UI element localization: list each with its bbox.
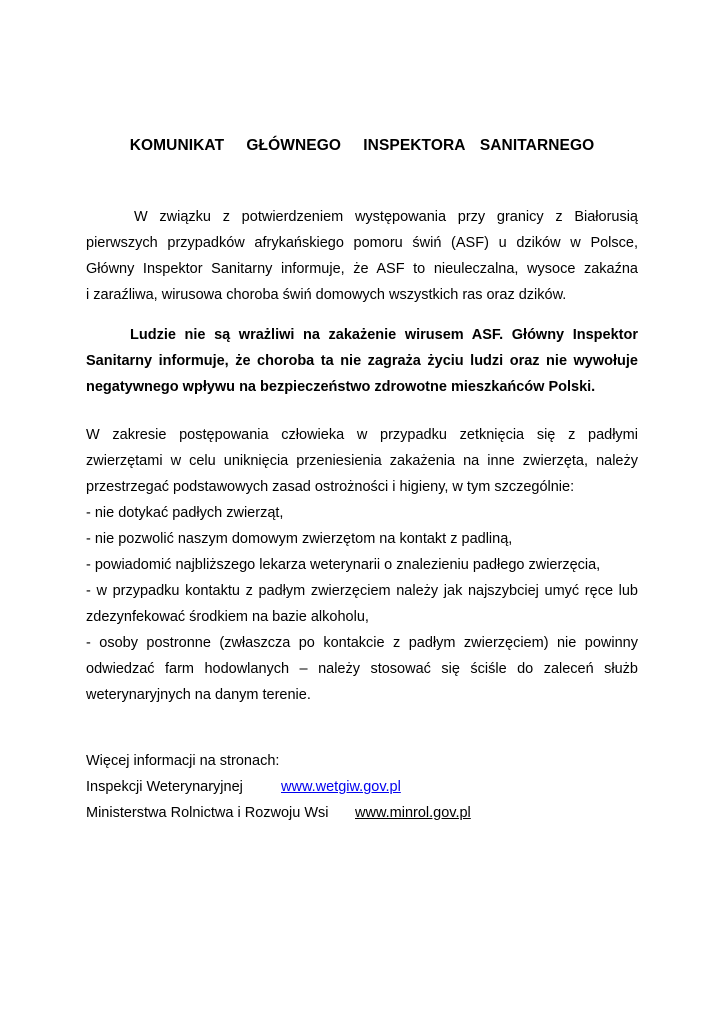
list-item: - osoby postronne (zwłaszcza po kontakcie z padłym zwierzęciem) nie powinny [86, 635, 638, 651]
paragraph-recommendations [86, 422, 638, 708]
list-item: - nie dotykać padłych zwierząt, [86, 505, 284, 521]
wetgiw-link[interactable]: www.wetgiw.gov.pl [281, 779, 401, 795]
paragraph-safety-notice [86, 322, 638, 400]
minrol-link[interactable]: www.minrol.gov.pl [355, 805, 471, 821]
list-item-continuation: weterynaryjnych na danym terenie. [86, 687, 311, 703]
more-info-section [86, 748, 638, 826]
paragraph-line: i zaraźliwa, wirusowa choroba świń domowych wszystkich ras oraz dzików. [86, 287, 567, 303]
paragraph-intro [86, 204, 638, 308]
paragraph-line: negatywnego wpływu na bezpieczeństwo zdrowotne mieszkańców Polski. [86, 379, 596, 395]
list-item: - w przypadku kontaktu z padłym zwierzęciem należy jak najszybciej umyć ręce lub [86, 583, 638, 599]
paragraph-line: Ludzie nie są wrażliwi na zakażenie wirusem ASF. Główny Inspektor [130, 327, 638, 343]
more-info-label: Inspekcji Weterynaryjnej [86, 779, 243, 795]
paragraph-line: W zakresie postępowania człowieka w przypadku zetknięcia się z padłymi [86, 427, 638, 443]
document-title: KOMUNIKAT GŁÓWNEGO INSPEKTORA SANITARNEGO [129, 137, 595, 154]
paragraph-line: Sanitarny informuje, że choroba ta nie zagraża życiu ludzi oraz nie wywołuje [86, 353, 638, 369]
more-info-label: Ministerstwa Rolnictwa i Rozwoju Wsi [86, 805, 329, 821]
list-item: - nie pozwolić naszym domowym zwierzętom na kontakt z padliną, [86, 531, 513, 547]
paragraph-line: pierwszych przypadków afrykańskiego pomoru świń (ASF) u dzików w Polsce, [86, 235, 638, 251]
more-info-row [86, 800, 638, 826]
list-item-continuation: zdezynfekować środkiem na bazie alkoholu, [86, 609, 369, 625]
paragraph-line: Główny Inspektor Sanitarny informuje, że ASF to nieuleczalna, wysoce zakaźna [86, 261, 638, 277]
more-info-row [86, 774, 638, 800]
more-info-heading: Więcej informacji na stronach: [86, 753, 280, 769]
list-item-continuation: odwiedzać farm hodowlanych – należy stosować się ściśle do zaleceń służb [86, 661, 638, 677]
paragraph-line: W związku z potwierdzeniem występowania przy granicy z Białorusią [134, 209, 638, 225]
paragraph-line: przestrzegać podstawowych zasad ostrożności i higieny, w tym szczególnie: [86, 479, 575, 495]
list-item: - powiadomić najbliższego lekarza weterynarii o znalezieniu padłego zwierzęcia, [86, 557, 601, 573]
paragraph-line: zwierzętami w celu uniknięcia przeniesienia zakażenia na inne zwierzęta, należy [86, 453, 638, 469]
